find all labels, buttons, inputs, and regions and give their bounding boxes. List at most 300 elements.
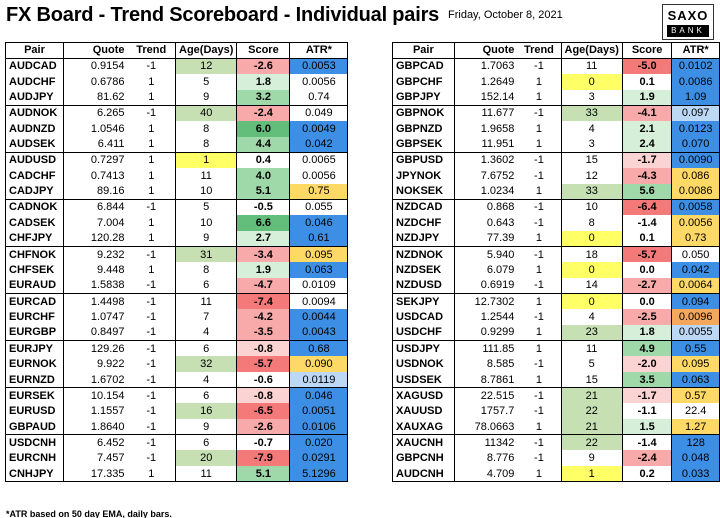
table-row: [6, 199, 348, 215]
pair-cell: CNHJPY: [6, 466, 64, 482]
table-row: [393, 435, 720, 451]
age-cell: 31: [176, 246, 237, 262]
atr-cell: 0.68: [290, 341, 348, 357]
score-cell: 5.1: [237, 466, 290, 482]
score-cell: 4.0: [237, 168, 290, 184]
trend-cell: 1: [148, 169, 155, 182]
table-row: [6, 388, 348, 404]
age-cell: 9: [176, 419, 237, 435]
column-header-score: Score: [237, 43, 290, 59]
quote-cell: 0.7413: [90, 169, 125, 182]
score-cell: 5.1: [237, 184, 290, 200]
trend-cell: 1: [128, 231, 176, 247]
trend-cell: 1: [517, 90, 561, 106]
quote-cell: 11342: [484, 436, 515, 449]
atr-cell: 0.046: [290, 388, 348, 404]
pair-cell: NZDNOK: [393, 246, 455, 262]
pair-cell: USDJPY: [393, 341, 455, 357]
pair-cell: CADCHF: [6, 168, 64, 184]
header: [0, 0, 720, 40]
pair-cell: NZDCAD: [393, 199, 455, 215]
logo-text-top: SAXO: [667, 8, 709, 23]
table-row: [393, 199, 720, 215]
pair-cell: USDCHF: [393, 325, 455, 341]
logo-text-bottom: BANK: [667, 25, 709, 37]
table-row: [393, 388, 720, 404]
score-cell: 0.0: [622, 294, 671, 310]
age-cell: 22: [561, 435, 622, 451]
atr-cell: 0.74: [290, 90, 348, 106]
table-row: [6, 419, 348, 435]
pair-cell: CADJPY: [6, 184, 64, 200]
age-cell: 11: [176, 466, 237, 482]
score-cell: 2.7: [237, 231, 290, 247]
pair-cell: GBPNZD: [393, 121, 455, 137]
trend-cell: 1: [148, 216, 155, 229]
trend-cell: 1: [517, 184, 561, 200]
atr-cell: 0.0043: [290, 325, 348, 341]
pair-cell: GBPNOK: [393, 105, 455, 121]
quote-cell: 5.940: [486, 248, 515, 261]
score-cell: -5.0: [622, 58, 671, 74]
age-cell: 7: [176, 309, 237, 325]
age-cell: 8: [561, 215, 622, 231]
score-cell: -4.7: [237, 278, 290, 294]
quote-cell: 1.3602: [480, 154, 515, 167]
score-cell: 2.4: [622, 137, 671, 153]
table-row: [393, 215, 720, 231]
quote-cell: 10.154: [90, 389, 125, 402]
quote-cell: 1.1557: [90, 405, 125, 418]
quote-cell: 6.079: [486, 263, 515, 276]
atr-cell: 0.0090: [672, 152, 720, 168]
quote-cell: 22.515: [480, 389, 515, 402]
atr-cell: 0.070: [672, 137, 720, 153]
age-cell: 15: [561, 372, 622, 388]
atr-cell: 0.0055: [672, 325, 720, 341]
pair-cell: AUDJPY: [6, 90, 64, 106]
table-row: [393, 356, 720, 372]
atr-cell: 0.042: [290, 137, 348, 153]
pair-cell: EURNZD: [6, 372, 64, 388]
age-cell: 0: [561, 74, 622, 90]
score-cell: -7.4: [237, 294, 290, 310]
table-row: [393, 184, 720, 200]
age-cell: 33: [561, 105, 622, 121]
atr-cell: 0.0106: [290, 419, 348, 435]
score-cell: -1.7: [622, 152, 671, 168]
score-cell: 0.2: [622, 466, 671, 482]
pair-cell: JPYNOK: [393, 168, 455, 184]
age-cell: 1: [176, 152, 237, 168]
table-row: [393, 325, 720, 341]
atr-cell: 0.75: [290, 184, 348, 200]
trend-cell: 1: [517, 325, 561, 341]
trend-cell: 1: [148, 263, 155, 276]
table-row: [393, 403, 720, 419]
pair-cell: NZDCHF: [393, 215, 455, 231]
atr-cell: 0.57: [672, 388, 720, 404]
score-cell: 1.9: [237, 262, 290, 278]
atr-cell: 0.020: [290, 435, 348, 451]
age-cell: 9: [176, 90, 237, 106]
atr-cell: 0.046: [290, 215, 348, 231]
table-row: [6, 74, 348, 90]
pair-cell: AUDCNH: [393, 466, 455, 482]
quote-cell: 6.844: [96, 201, 125, 214]
quote-cell: 152.14: [454, 90, 517, 106]
table-row: [393, 121, 720, 137]
quote-cell: 7.457: [96, 452, 125, 465]
atr-cell: 0.55: [672, 341, 720, 357]
atr-cell: 0.0056: [672, 215, 720, 231]
pair-cell: NZDJPY: [393, 231, 455, 247]
table-row: [393, 450, 720, 466]
age-cell: 0: [561, 231, 622, 247]
score-cell: -5.7: [622, 246, 671, 262]
score-cell: -3.5: [237, 325, 290, 341]
score-cell: 1.8: [237, 74, 290, 90]
quote-cell: 4.709: [454, 466, 517, 482]
atr-cell: 0.0086: [672, 74, 720, 90]
table-row: [6, 372, 348, 388]
table-row: [6, 215, 348, 231]
score-cell: 1.8: [622, 325, 671, 341]
pair-cell: USDCAD: [393, 309, 455, 325]
atr-cell: 0.0051: [290, 403, 348, 419]
quote-cell: 129.26: [90, 342, 125, 355]
trend-cell: -1: [534, 358, 544, 371]
score-cell: -6.4: [622, 199, 671, 215]
age-cell: 8: [176, 262, 237, 278]
score-cell: -2.5: [622, 309, 671, 325]
age-cell: 5: [176, 74, 237, 90]
atr-cell: 0.063: [672, 372, 720, 388]
table-row: [393, 294, 720, 310]
quote-cell: 89.16: [64, 184, 128, 200]
quote-cell: 0.9299: [454, 325, 517, 341]
age-cell: 0: [561, 294, 622, 310]
atr-cell: 0.0109: [290, 278, 348, 294]
quote-cell: 111.85: [482, 342, 515, 355]
pair-cell: GBPCNH: [393, 450, 455, 466]
age-cell: 21: [561, 388, 622, 404]
table-row: [6, 105, 348, 121]
column-header-atr: ATR*: [290, 43, 348, 59]
trend-cell: -1: [146, 60, 157, 73]
right-table-body: [393, 58, 720, 482]
table-row: [6, 246, 348, 262]
column-header-trend: Trend: [517, 43, 561, 59]
age-cell: 6: [176, 435, 237, 451]
pair-cell: NOKSEK: [393, 184, 455, 200]
atr-cell: 0.61: [290, 231, 348, 247]
pair-cell: AUDCHF: [6, 74, 64, 90]
quote-cell: 9.448: [96, 263, 125, 276]
score-cell: -3.4: [237, 246, 290, 262]
pair-cell: CADNOK: [6, 199, 64, 215]
quote-cell: 81.62: [64, 90, 128, 106]
quote-cell: 11.677: [481, 107, 515, 120]
age-cell: 10: [561, 199, 622, 215]
atr-cell: 0.0049: [290, 121, 348, 137]
pair-cell: CHFNOK: [6, 246, 64, 262]
pair-cell: GBPUSD: [393, 152, 455, 168]
score-cell: -5.7: [237, 356, 290, 372]
table-row: [393, 309, 720, 325]
table-row: [393, 419, 720, 435]
quote-cell: 9.922: [96, 358, 125, 371]
atr-cell: 0.094: [672, 294, 720, 310]
trend-cell: -1: [534, 436, 544, 449]
score-cell: -2.0: [622, 356, 671, 372]
score-cell: 6.0: [237, 121, 290, 137]
quote-cell: 6.411: [64, 137, 128, 153]
trend-cell: -1: [517, 278, 561, 294]
atr-cell: 0.086: [672, 168, 720, 184]
table-row: [393, 152, 720, 168]
column-header-pair: Pair: [6, 43, 64, 59]
score-cell: 6.6: [237, 215, 290, 231]
table-row: [6, 58, 348, 74]
atr-cell: 0.0123: [672, 121, 720, 137]
trend-cell: -1: [146, 311, 157, 324]
trend-cell: -1: [146, 342, 157, 355]
quote-cell: 0.6919: [454, 278, 517, 294]
quote-cell: 78.0663: [454, 419, 517, 435]
age-cell: 9: [561, 450, 622, 466]
trend-cell: -1: [534, 311, 544, 324]
table-row: [6, 262, 348, 278]
score-cell: -0.7: [237, 435, 290, 451]
age-cell: 18: [561, 246, 622, 262]
score-cell: 3.2: [237, 90, 290, 106]
age-cell: 4: [561, 121, 622, 137]
quote-cell: 120.28: [64, 231, 128, 247]
score-cell: 0.0: [622, 262, 671, 278]
score-cell: -1.7: [622, 388, 671, 404]
score-cell: -7.9: [237, 450, 290, 466]
trend-cell: -1: [534, 452, 544, 465]
score-cell: -2.4: [622, 450, 671, 466]
quote-cell: 77.39: [454, 231, 517, 247]
table-row: [393, 58, 720, 74]
score-cell: 0.1: [622, 74, 671, 90]
table-row: [6, 184, 348, 200]
table-row: [393, 246, 720, 262]
pair-cell: CHFSEK: [6, 262, 64, 278]
pair-cell: AUDCAD: [6, 58, 64, 74]
score-cell: -4.1: [622, 105, 671, 121]
trend-cell: -1: [128, 419, 176, 435]
age-cell: 1: [561, 466, 622, 482]
atr-cell: 0.049: [290, 105, 348, 121]
trend-cell: 1: [128, 184, 176, 200]
scoreboard-table-right: [392, 42, 720, 482]
trend-cell: -1: [534, 169, 544, 182]
pair-cell: NZDSEK: [393, 262, 455, 278]
age-cell: 11: [561, 341, 622, 357]
quote-cell: 1757.7: [480, 405, 515, 418]
quote-cell: 17.335: [64, 466, 128, 482]
trend-cell: 1: [128, 90, 176, 106]
table-row: [393, 341, 720, 357]
age-cell: 32: [176, 356, 237, 372]
pair-cell: EURJPY: [6, 341, 64, 357]
trend-cell: 1: [517, 137, 561, 153]
atr-cell: 0.0119: [290, 372, 348, 388]
pair-cell: EURCNH: [6, 450, 64, 466]
trend-cell: 1: [517, 372, 561, 388]
table-row: [393, 105, 720, 121]
pair-cell: EURAUD: [6, 278, 64, 294]
age-cell: 4: [561, 309, 622, 325]
atr-cell: 0.0056: [290, 74, 348, 90]
trend-cell: 1: [128, 466, 176, 482]
age-cell: 33: [561, 184, 622, 200]
score-cell: 1.9: [622, 90, 671, 106]
page-title: FX Board - Trend Scoreboard - Individual pairs: [6, 4, 440, 26]
atr-cell: 0.048: [672, 450, 720, 466]
score-cell: -4.2: [237, 309, 290, 325]
column-header-trend: Trend: [128, 43, 176, 59]
age-cell: 8: [176, 121, 237, 137]
trend-cell: -1: [534, 201, 544, 214]
atr-cell: 128: [672, 435, 720, 451]
trend-cell: 1: [128, 137, 176, 153]
age-cell: 23: [561, 325, 622, 341]
score-cell: -2.6: [237, 58, 290, 74]
pair-cell: EURCAD: [6, 294, 64, 310]
atr-cell: 0.0291: [290, 450, 348, 466]
atr-cell: 0.0058: [672, 199, 720, 215]
trend-cell: -1: [128, 278, 176, 294]
quote-cell: 8.7861: [454, 372, 517, 388]
atr-cell: 5.1296: [290, 466, 348, 482]
age-cell: 12: [176, 58, 237, 74]
column-header-age: Age(Days): [561, 43, 622, 59]
trend-cell: -1: [146, 436, 157, 449]
table-row: [393, 231, 720, 247]
table-row: [393, 278, 720, 294]
score-cell: -2.7: [622, 278, 671, 294]
atr-cell: 0.0053: [290, 58, 348, 74]
age-cell: 3: [561, 90, 622, 106]
quote-cell: 0.868: [486, 201, 515, 214]
quote-cell: 0.9154: [90, 60, 125, 73]
score-cell: 5.6: [622, 184, 671, 200]
trend-cell: -1: [534, 154, 544, 167]
quote-cell: 1.2649: [480, 75, 515, 88]
age-cell: 20: [176, 450, 237, 466]
quote-cell: 12.7302: [474, 295, 515, 308]
age-cell: 15: [561, 152, 622, 168]
age-cell: 9: [176, 231, 237, 247]
pair-cell: XAUUSD: [393, 403, 455, 419]
trend-cell: -1: [534, 405, 544, 418]
score-cell: -1.4: [622, 215, 671, 231]
pair-cell: EURCHF: [6, 309, 64, 325]
score-cell: -0.8: [237, 388, 290, 404]
table-row: [393, 137, 720, 153]
quote-cell: 1.2544: [480, 311, 515, 324]
quote-cell: 8.585: [486, 358, 515, 371]
quote-cell: 0.6786: [90, 75, 125, 88]
pair-cell: GBPJPY: [393, 90, 455, 106]
score-cell: -1.1: [622, 403, 671, 419]
quote-cell: 6.452: [96, 436, 125, 449]
age-cell: 3: [561, 137, 622, 153]
report-date: Friday, October 8, 2021: [448, 9, 563, 21]
trend-cell: -1: [128, 325, 176, 341]
score-cell: -4.3: [622, 168, 671, 184]
scoreboard-table-left: [5, 42, 348, 482]
table-row: [6, 278, 348, 294]
trend-cell: 1: [517, 419, 561, 435]
table-row: [393, 372, 720, 388]
atr-cell: 0.0102: [672, 58, 720, 74]
table-row: [6, 325, 348, 341]
table-row: [393, 466, 720, 482]
pair-cell: USDCNH: [6, 435, 64, 451]
table-row: [393, 262, 720, 278]
score-cell: 1.5: [622, 419, 671, 435]
age-cell: 22: [561, 403, 622, 419]
trend-cell: -1: [146, 201, 157, 214]
table-row: [6, 341, 348, 357]
score-cell: -0.5: [237, 199, 290, 215]
age-cell: 0: [561, 262, 622, 278]
pair-cell: AUDNZD: [6, 121, 64, 137]
score-cell: -1.4: [622, 435, 671, 451]
quote-cell: 7.004: [96, 216, 125, 229]
table-row: [6, 294, 348, 310]
quote-cell: 1.6702: [64, 372, 128, 388]
trend-cell: -1: [534, 107, 544, 120]
trend-cell: -1: [534, 216, 544, 229]
age-cell: 6: [176, 278, 237, 294]
atr-cell: 0.090: [290, 356, 348, 372]
atr-cell: 0.063: [290, 262, 348, 278]
table-row: [6, 168, 348, 184]
pair-cell: CADSEK: [6, 215, 64, 231]
trend-cell: 1: [535, 295, 542, 308]
score-cell: 4.4: [237, 137, 290, 153]
age-cell: 10: [176, 215, 237, 231]
table-row: [393, 74, 720, 90]
pair-cell: AUDNOK: [6, 105, 64, 121]
age-cell: 6: [176, 341, 237, 357]
pair-cell: GBPCAD: [393, 58, 455, 74]
quote-cell: 1.5838: [64, 278, 128, 294]
quote-cell: 1.7063: [480, 60, 515, 73]
age-cell: 40: [176, 105, 237, 121]
table-row: [6, 403, 348, 419]
table-row: [6, 152, 348, 168]
atr-cell: 0.0056: [290, 168, 348, 184]
column-header-pair: Pair: [393, 43, 455, 59]
trend-cell: -1: [534, 60, 544, 73]
table-row: [6, 450, 348, 466]
atr-cell: 0.055: [290, 199, 348, 215]
table-row: [6, 231, 348, 247]
column-header-score: Score: [622, 43, 671, 59]
pair-cell: NZDUSD: [393, 278, 455, 294]
table-row: [6, 435, 348, 451]
score-cell: -6.5: [237, 403, 290, 419]
pair-cell: AUDSEK: [6, 137, 64, 153]
pair-cell: CHFJPY: [6, 231, 64, 247]
